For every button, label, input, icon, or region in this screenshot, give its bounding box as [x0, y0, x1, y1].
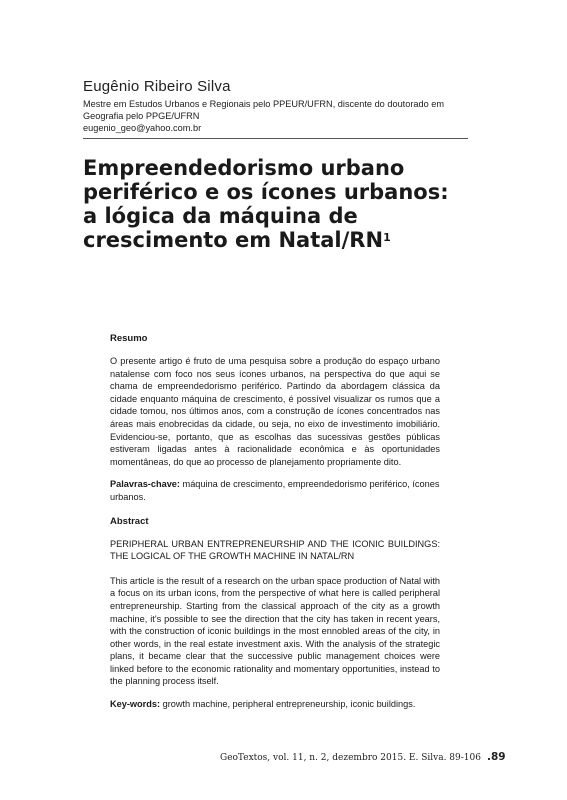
abstract-title: PERIPHERAL URBAN ENTREPRENEURSHIP AND THE ICONIC BUILDINGS: THE LOGICAL OF THE GROWTH MACHINE IN NATAL/RN — [110, 538, 440, 562]
header-divider — [83, 138, 468, 139]
title-line-2: periférico e os ícones urbanos: — [83, 180, 449, 204]
affiliation-line-2: Geografia pelo PPGE/UFRN — [83, 111, 200, 121]
affiliation-line-1: Mestre em Estudos Urbanos e Regionais pelo PPEUR/UFRN, discente do doutorado em — [83, 99, 445, 109]
abstract-text: This article is the result of a research on the urban space production of Natal with a focus on its urban icons, from the perspective of what here is called peripheral entrepreneurship. Starting from the classical approach of the city as a growth machine, it's possible to see the direction that the city has taken in recent years, with the construction of iconic buildings in the most ennobled areas of the city, in other words, in the real estate investment axis. With the analysis of the strategic plans, it became clear that the successive public management choices were linked before to the economic rationality and momentary opportunities, instead to the planning process itself. — [110, 575, 440, 687]
resumo-keywords — [110, 478, 440, 503]
author-email: eugenio_geo@yahoo.com.br — [83, 123, 202, 133]
abstract-heading: Abstract — [110, 515, 149, 527]
resumo-keywords-label: Palavras-chave: — [110, 479, 180, 490]
page-footer — [220, 751, 506, 763]
abstract-body — [110, 333, 440, 711]
author-affiliation — [83, 98, 468, 134]
title-footnote-mark: 1 — [383, 231, 391, 244]
resumo-text: O presente artigo é fruto de uma pesquisa sobre a produção do espaço urbano natalense com foco nos seus ícones urbanos, na perspectiva do que aqui se chama de empreendedorismo periférico. Partindo da abordagem clássica da cidade enquanto máquina de crescimento, é possível visualizar os rumos que a cidade tomou, nos últimos anos, com a construção de ícones concentrados nas áreas mais enobrecidas da cidade, ou seja, no eixo de investimento imobiliário. Evidenciou-se, portanto, que as escolhas das sucessivas gestões públicas estiveram ligadas antes à racionalidade econômica e às oportunidades momentâneas, do que ao processo de planejamento propriamente dito. — [110, 356, 440, 467]
author-block — [83, 78, 468, 134]
abstract-keywords — [110, 698, 440, 711]
resumo-heading: Resumo — [110, 333, 148, 344]
title-line-3: a lógica da máquina de — [83, 204, 358, 228]
page-number: .89 — [486, 751, 506, 763]
author-name: Eugênio Ribeiro Silva — [83, 78, 231, 95]
title-line-4: crescimento em Natal/RN — [83, 228, 384, 252]
article-title — [83, 156, 473, 252]
abstract-keywords-list: growth machine, peripheral entrepreneurship, iconic buildings. — [162, 699, 416, 710]
title-line-1: Empreendedorismo urbano — [83, 156, 405, 180]
footer-citation: GeoTextos, vol. 11, n. 2, dezembro 2015. E. Silva. 89-106 — [220, 753, 481, 763]
abstract-keywords-label: Key-words: — [110, 699, 161, 710]
resumo-keywords-list: máquina de crescimento, empreendedorismo periférico, ícones urbanos. — [110, 479, 440, 502]
